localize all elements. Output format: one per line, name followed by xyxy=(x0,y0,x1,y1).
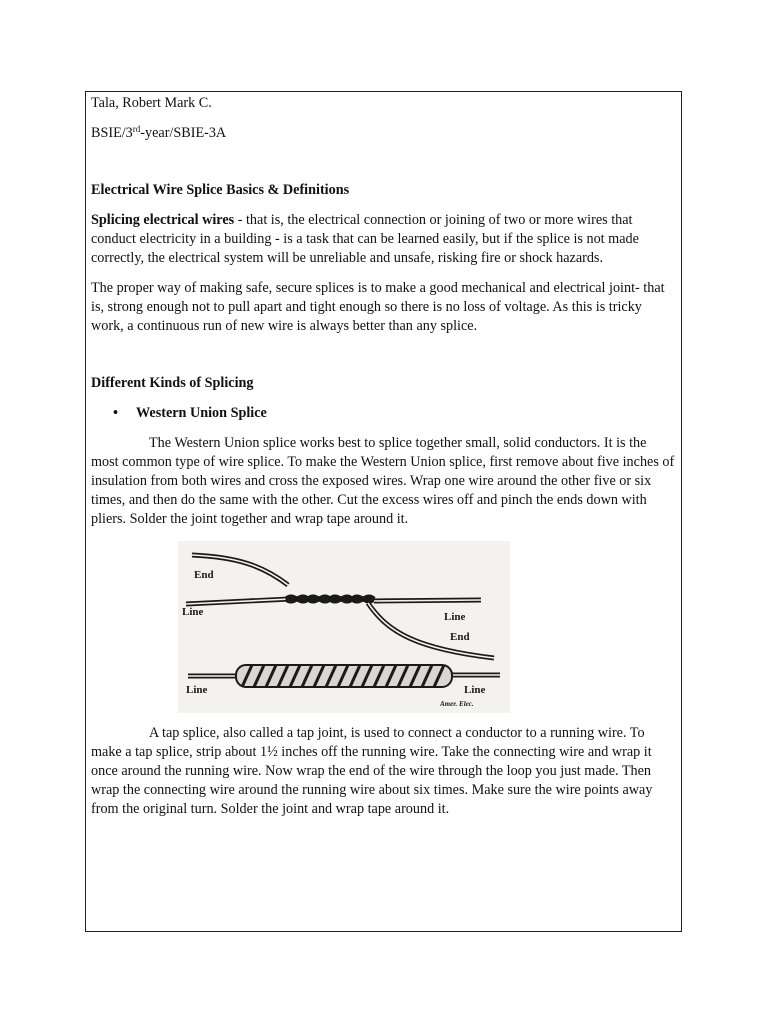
paragraph-tap-splice: A tap splice, also called a tap joint, is used to connect a conductor to a running wire. To make a tap splice, strip about 1½ inches off the running wire. Take the connecting wire and wrap it once around the running wire. Now wrap the end of the wire through the loop you just made. Then wrap the connecting wire around the running wire about six times. Make sure the wire points away from the original turn. Solder the joint and wrap tape around it. xyxy=(91,725,653,817)
paragraph-splicing-definition xyxy=(91,211,677,268)
figure-credit: Amer. Elec. xyxy=(440,700,474,708)
bottom-splice-drawing xyxy=(188,665,500,687)
section-heading-kinds: Different Kinds of Splicing xyxy=(91,375,254,391)
course-suffix: -year/SBIE-3A xyxy=(140,125,227,141)
bullet-dot-icon: • xyxy=(113,405,118,421)
course-sup: rd xyxy=(132,124,141,134)
paragraph-western-union: The Western Union splice works best to splice together small, solid conductors. It is the most common type of wire splice. To make the Western Union splice, first remove about five inches of insulation from both wires and cross the exposed wires. Wrap one wire around the other five or six times, and then do the same with the other. Cut the excess wires off and pinch the ends down with pliers. Solder the joint together and wrap tape around it. xyxy=(91,435,675,527)
course-prefix: BSIE/3 xyxy=(91,125,133,141)
label-line-right-top: Line xyxy=(444,611,466,623)
course-line xyxy=(91,124,677,143)
definition-text: - that is, the electrical connection or joining of two or more wires that conduct electricity in a building - is a task that can be learned easily, but if the splice is not made correctly, the electrical system will be unreliable and unsafe, risking fire or shock hazards. xyxy=(91,212,639,266)
bullet-label: Western Union Splice xyxy=(136,405,267,421)
label-end-left: End xyxy=(194,569,214,581)
bullet-western-union xyxy=(91,404,677,423)
document-body xyxy=(91,94,677,529)
section-heading-basics: Electrical Wire Splice Basics & Definitions xyxy=(91,182,350,198)
splice-illustration xyxy=(178,541,510,713)
label-line-right-bottom: Line xyxy=(464,684,486,696)
term-splicing: Splicing electrical wires xyxy=(91,212,235,228)
label-line-left-top: Line xyxy=(182,606,204,618)
top-splice-drawing xyxy=(186,555,494,658)
author-name: Tala, Robert Mark C. xyxy=(91,95,212,111)
label-line-left-bottom: Line xyxy=(186,684,208,696)
paragraph-proper-way: The proper way of making safe, secure splices is to make a good mechanical and electrical joint- that is, strong enough not to pull apart and tight enough so there is no loss of voltage. As this is tricky work, a continuous run of new wire is always better than any splice. xyxy=(91,280,665,334)
label-end-right: End xyxy=(450,631,470,643)
